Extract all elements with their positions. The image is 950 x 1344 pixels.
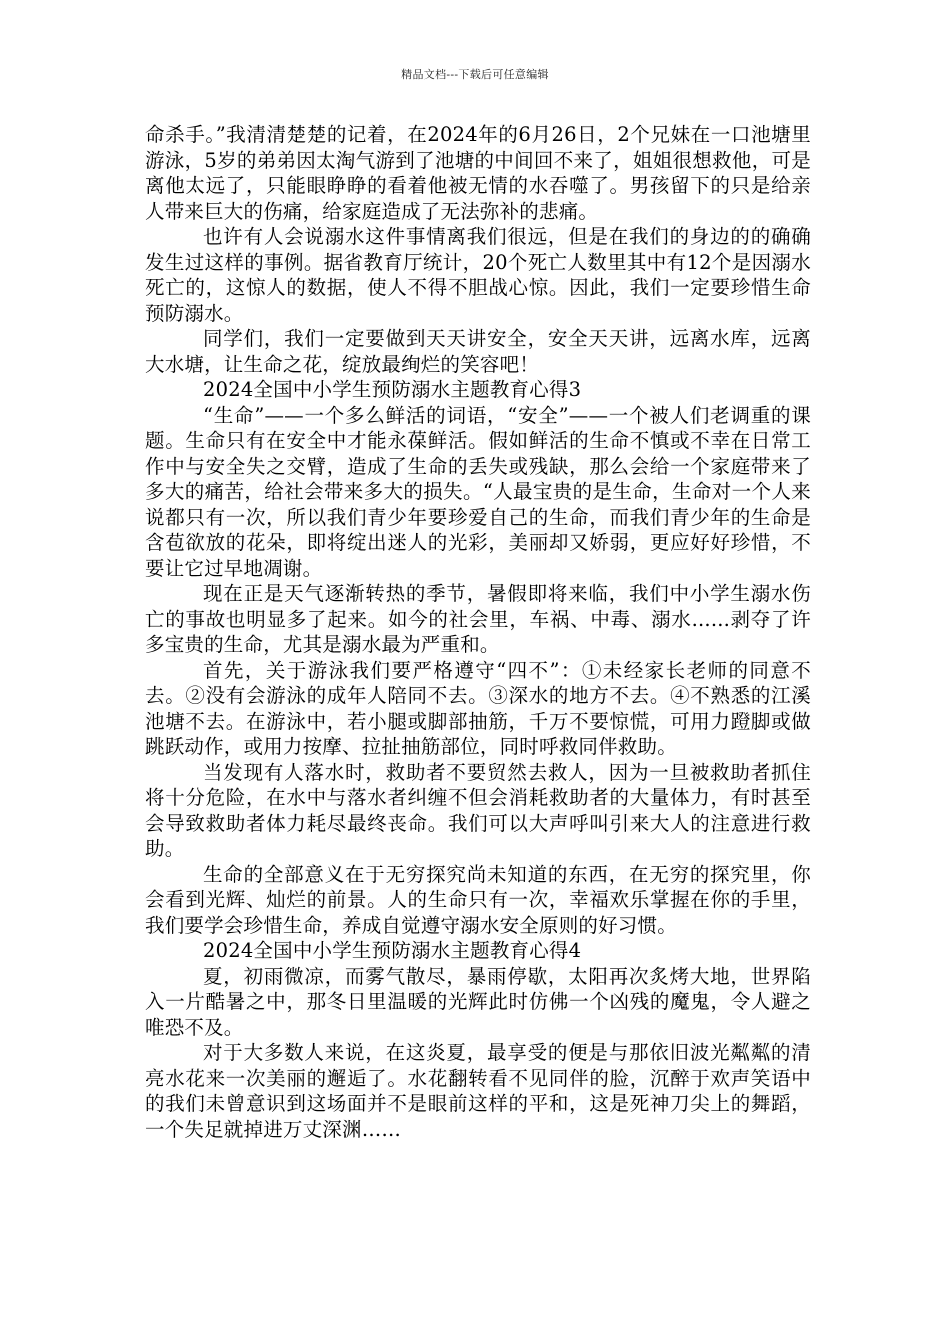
paragraph: 也许有人会说溺水这件事情离我们很远，但是在我们的身边的的确确发生过这样的事例。据省教育厅统计，20个死亡人数里其中有12个是因溺水死亡的，这惊人的数据，使人不得不胆战心惊。因此，我们一定要珍惜生命预防溺水。 bbox=[145, 225, 811, 325]
document-body bbox=[145, 122, 811, 1142]
paragraph: 首先，关于游泳我们要严格遵守“四不”：①未经家长老师的同意不去。②没有会游泳的成年人陪同不去。③深水的地方不去。④不熟悉的江溪池塘不去。在游泳中，若小腿或脚部抽筋，千万不要惊慌，可用力蹬脚或做跳跃动作，或用力按摩、拉扯抽筋部位，同时呼救同伴救助。 bbox=[145, 658, 811, 758]
paragraph: 命杀手。”我清清楚楚的记着，在2024年的6月26日，2个兄妹在一口池塘里游泳，5岁的弟弟因太淘气游到了池塘的中间回不来了，姐姐很想救他，可是离他太远了，只能眼睁睁的看着他被无情的水吞噬了。男孩留下的只是给亲人带来巨大的伤痛，给家庭造成了无法弥补的悲痛。 bbox=[145, 123, 811, 223]
paragraph: 同学们，我们一定要做到天天讲安全，安全天天讲，远离水库，远离大水塘，让生命之花，绽放最绚烂的笑容吧！ bbox=[145, 327, 811, 376]
section-heading: 2024全国中小学生预防溺水主题教育心得4 bbox=[203, 939, 582, 962]
paragraph: 夏，初雨微凉，而雾气散尽，暴雨停歇，太阳再次炙烤大地，世界陷入一片酷暑之中，那冬日里温暖的光辉此时仿佛一个凶残的魔鬼，令人避之唯恐不及。 bbox=[145, 964, 811, 1039]
page-header: 精品文档---下载后可任意编辑 bbox=[401, 68, 549, 81]
paragraph: 现在正是天气逐渐转热的季节，暑假即将来临，我们中小学生溺水伤亡的事故也明显多了起来。如今的社会里，车祸、中毒、溺水......剥夺了许多宝贵的生命，尤其是溺水最为严重和。 bbox=[145, 582, 811, 656]
paragraph: “生命”——一个多么鲜活的词语，“安全”——一个被人们老调重的课题。生命只有在安全中才能永葆鲜活。假如鲜活的生命不慎或不幸在日常工作中与安全失之交臂，造成了生命的丢失或残缺，那么会给一个家庭带来了多大的痛苦，给社会带来多大的损失。“人最宝贵的是生命，生命对一个人来说都只有一次，所以我们青少年要珍爱自己的生命，而我们青少年的生命是含苞欲放的花朵，即将绽出迷人的光彩，美丽却又娇弱，更应好好珍惜，不要让它过早地凋谢。 bbox=[145, 403, 811, 580]
paragraph: 对于大多数人来说，在这炎夏，最享受的便是与那依旧波光粼粼的清亮水花来一次美丽的邂逅了。水花翻转看不见同伴的脸，沉醉于欢声笑语中的我们未曾意识到这场面并不是眼前这样的平和，这是死神刀尖上的舞蹈，一个失足就掉进万丈深渊…… bbox=[145, 1041, 811, 1141]
paragraph: 生命的全部意义在于无穷探究尚未知道的东西，在无穷的探究里，你会看到光辉、灿烂的前景。人的生命只有一次，幸福欢乐掌握在你的手里，我们要学会珍惜生命，养成自觉遵守溺水安全原则的好习惯。 bbox=[145, 862, 811, 937]
section-heading: 2024全国中小学生预防溺水主题教育心得3 bbox=[203, 378, 582, 401]
paragraph: 当发现有人落水时，救助者不要贸然去救人，因为一旦被救助者抓住将十分危险，在水中与落水者纠缠不但会消耗救助者的大量体力，有时甚至会导致救助者体力耗尽最终丧命。我们可以大声呼叫引来大人的注意进行救助。 bbox=[145, 760, 811, 860]
